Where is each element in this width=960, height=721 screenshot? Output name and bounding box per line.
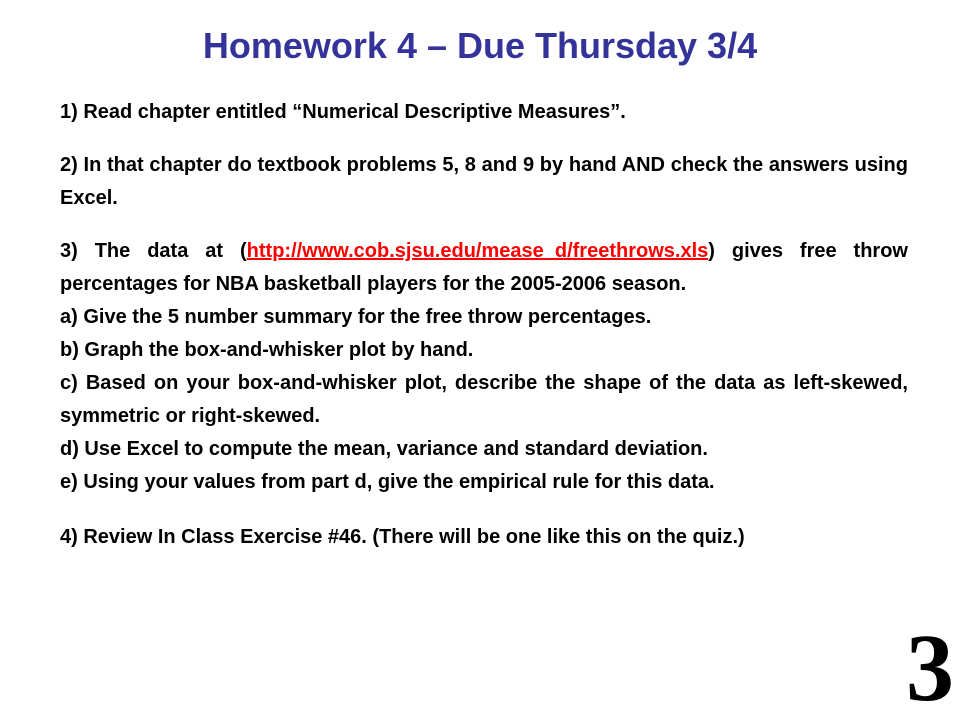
item-3d-excel-stats: d) Use Excel to compute the mean, variance and standard deviation. [60,438,708,460]
item-3-suffix: ) gives free throw percentages for NBA basketball players for the 2005-2006 season. [60,240,908,295]
freethrows-data-link[interactable]: http://www.cob.sjsu.edu/mease_d/freethrows.xls [246,240,709,262]
slide-title: Homework 4 – Due Thursday 3/4 [202,25,758,66]
page-number: 3 [906,614,954,721]
item-1-read-chapter: 1) Read chapter entitled “Numerical Descriptive Measures”. [60,101,626,123]
spacer [60,499,908,521]
spacer [60,215,908,235]
spacer [60,129,908,149]
item-3e-empirical-rule: e) Using your values from part d, give the empirical rule for this data. [60,471,715,493]
item-3a-five-number-summary: a) Give the 5 number summary for the free throw percentages. [60,306,652,328]
item-3-data-description [60,235,908,301]
item-4-review-exercise: 4) Review In Class Exercise #46. (There will be one like this on the quiz.) [60,526,745,548]
slide-body [60,96,908,554]
item-3b-box-plot: b) Graph the box-and-whisker plot by hand. [60,339,474,361]
item-3c-shape: c) Based on your box-and-whisker plot, describe the shape of the data as left-skewed, symmetric or right-skewed. [60,372,908,427]
item-2-textbook-problems: 2) In that chapter do textbook problems 5, 8 and 9 by hand AND check the answers using Excel. [60,154,908,209]
item-3-prefix: 3) The data at ( [60,240,247,262]
